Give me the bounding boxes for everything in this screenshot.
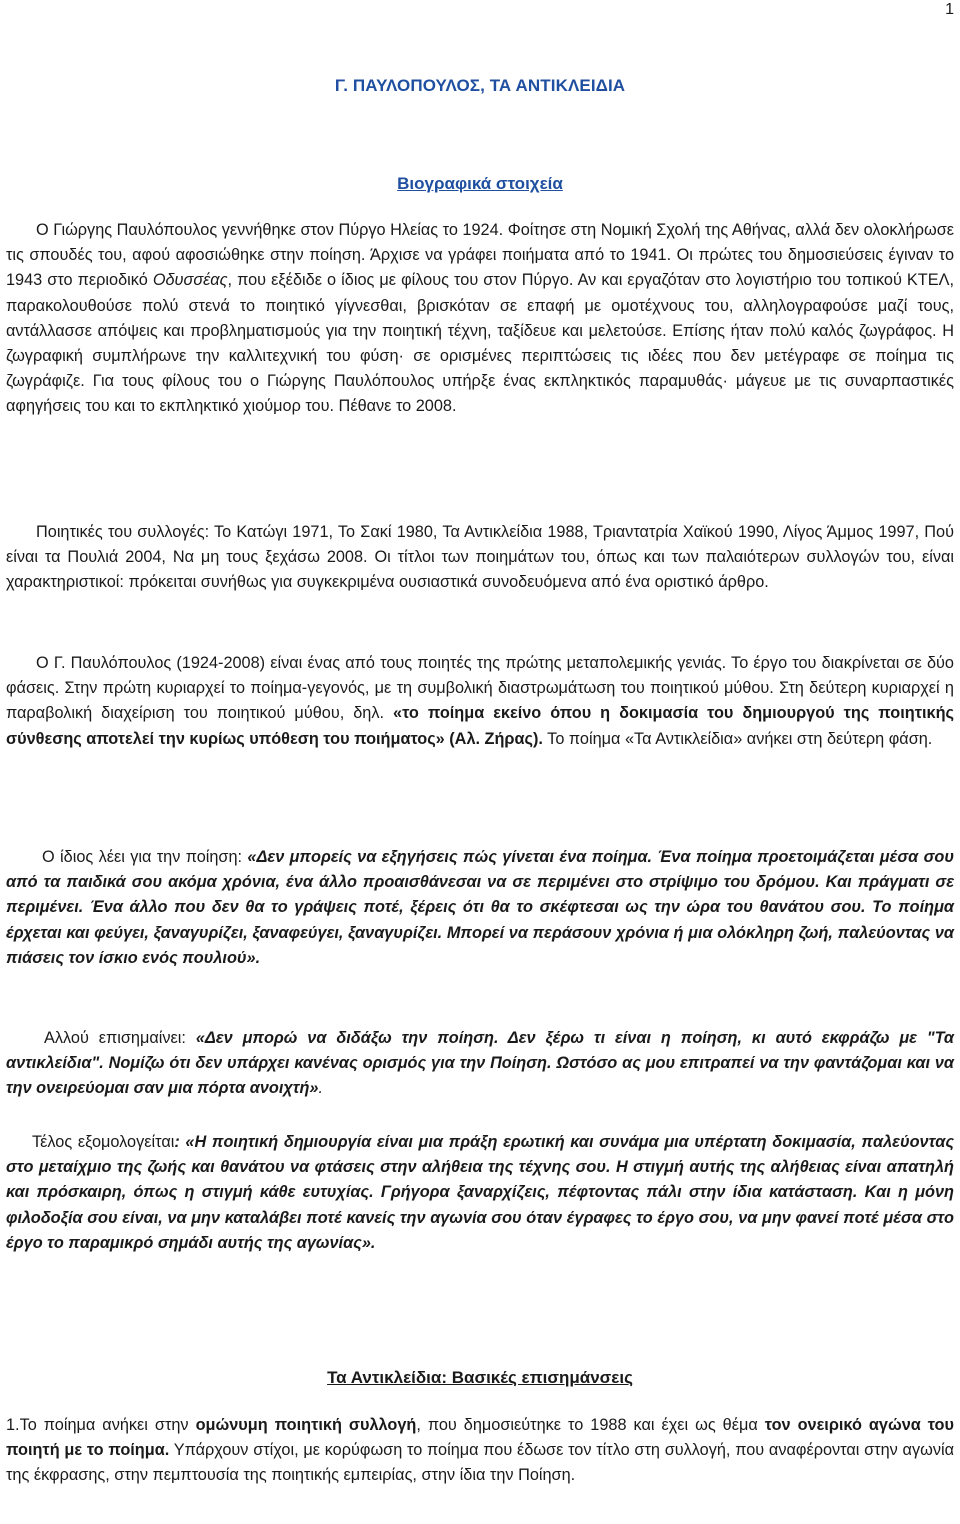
p4-quote: «Δεν μπορείς να εξηγήσεις πώς γίνεται ένα ποίημα. Ένα ποίημα προετοιμάζεται μέσα σου από τα παιδικά σου ακόμα χρόνια, ένα άλλο προαισθάνεσαι να σε περιμένει στο στρίψιμο του δρόμου. Και πράγματι σε περιμένει. Ένα άλλο που δεν θα το γράψεις ποτέ, ξέρεις ότι θα το σκέφτεσαι ως την ώρα του θανάτου σου. Το ποίημα έρχεται και φεύγει, ξαναγυρίζει, ξαναφεύγει, ξαναγυρίζει. Μπορεί να περάσουν χρόνια ή μια ολόκληρη ζωή, παλεύοντας να πιάσεις τον ίσκιο ενός πουλιού». bbox=[6, 848, 954, 967]
heading-biography: Βιογραφικά στοιχεία bbox=[397, 174, 563, 193]
paragraph-on-poetry bbox=[6, 845, 954, 971]
p3-quote: «το ποίημα εκείνο όπου η δοκιμασία του δημιουργού της ποιητικής σύνθεσης αποτελεί την κυρίως υπόθεση του ποιήματος» (Αλ. Ζήρας). bbox=[6, 704, 954, 748]
paragraph-biography bbox=[6, 218, 954, 420]
paragraph-phases bbox=[6, 651, 954, 752]
p3-text-1: Ο Γ. Παυλόπουλος (1924-2008) είναι ένας από τους ποιητές της πρώτης μεταπολεμικής γενιάς. Το έργο του διακρίνεται σε δύο φάσεις. Στην πρώτη κυριαρχεί το ποίημα-γεγονός, με τη συμβολική διαστρωμάτωση του ποιητικού μύθου. Στη δεύτερη κυριαρχεί η παραβολική διαχείριση του ποιητικού μύθου, δηλ. bbox=[6, 654, 954, 723]
p5-period: . bbox=[318, 1079, 323, 1098]
p5-quote: «Δεν μπορώ να διδάξω την ποίηση. Δεν ξέρω τι είναι η ποίηση, κι αυτό εκφράζω με "Τα αντικλείδια". Νομίζω ότι δεν υπάρχει κανένας ορισμός για την Ποίηση. Ωστόσο ας μου επιτραπεί να την φαντάζομαι και να την ονειρεύομαι σαν μια πόρτα ανοιχτή» bbox=[6, 1029, 954, 1098]
p7-text-1: 1.Το ποίημα ανήκει στην bbox=[6, 1416, 196, 1434]
page-number: 1 bbox=[945, 1, 954, 18]
heading-antikleidia: Τα Αντικλείδια: Βασικές επισημάνσεις bbox=[327, 1368, 633, 1387]
p1-magazine-name: Οδυσσέας bbox=[152, 271, 228, 290]
paragraph-elsewhere bbox=[6, 1026, 954, 1102]
p3-text-2: Το ποίημα «Τα Αντικλείδια» ανήκει στη δεύτερη φάση. bbox=[542, 729, 933, 748]
document-title: Γ. ΠΑΥΛΟΠΟΥΛΟΣ, ΤΑ ΑΝΤΙΚΛΕΙΔΙΑ bbox=[334, 76, 626, 95]
p7-bold-2: τον ονειρικό αγώνα του ποιητή με το ποίημα. bbox=[6, 1416, 954, 1460]
p5-text: Αλλού επισημαίνει: bbox=[44, 1029, 196, 1047]
p1-text-2: , που εξέδιδε ο ίδιος με φίλους του στον Πύργο. Αν και εργαζόταν στο λογιστήριο του τοπικού ΚΤΕΛ, παρακολουθούσε πολύ στενά το ποιητικό γίγνεσθαι, βρισκόταν σε επαφή με ομοτέχνους του, αλληλογραφούσε μαζί τους, αντάλλασσε απόψεις και προβληματισμούς για την ποιητική τέχνη, ταξίδευε και μελετούσε. Επίσης ήταν πολύ καλός ζωγράφος. Η ζωγραφική συμπλήρωνε την καλλιτεχνική του φύση· σε ορισμένες περιπτώσεις τις ιδέες που δεν μετέγραφε σε ποίημα τις ζωγράφιζε. Για τους φίλους του ο Γιώργης Παυλόπουλος υπήρξε ένας εκπληκτικός παραμυθάς· μάγευε με τις συναρπαστικές αφηγήσεις του και το εκπληκτικό χιούμορ του. Πέθανε το 2008. bbox=[6, 271, 954, 416]
p2-text: Ποιητικές του συλλογές: Το Κατώγι 1971, Το Σακί 1980, Τα Αντικλείδια 1988, Τριαντατρία Χαϊκού 1990, Λίγος Άμμος 1997, Πού είναι τα Πουλιά 2004, Να μη τους ξεχάσω 2008. Οι τίτλοι των ποιημάτων του, όπως και των παλαιότερων συλλογών του, είναι χαρακτηριστικοί: πρόκειται συνήθως για συγκεκριμένα ουσιαστικά συνοδευόμενα από ένα οριστικό άρθρο. bbox=[6, 523, 954, 592]
p4-text: Ο ίδιος λέει για την ποίηση: bbox=[42, 848, 248, 866]
p1-text-1: Ο Γιώργης Παυλόπουλος γεννήθηκε στον Πύργο Ηλείας το 1924. Φοίτησε στη Νομική Σχολή της Αθήνας, αλλά δεν ολοκλήρωσε τις σπουδές του, αφού αφοσιώθηκε στην ποίηση. Άρχισε να γράφει ποιήματα από το 1941. Οι πρώτες του δημοσιεύσεις έγιναν το 1943 στο περιοδικό bbox=[6, 221, 954, 290]
p6-quote: : «Η ποιητική δημιουργία είναι μια πράξη ερωτική και συνάμα μια υπέρτατη δοκιμασία, παλεύοντας στο μεταίχμιο της ζωής και θανάτου να φτάσεις στην αλήθεια της τέχνης σου. Η στιγμή αυτής της αλήθειας είναι απατηλή και πρόσκαιρη, όπως η στιγμή κάθε ευτυχίας. Γρήγορα ξαναρχίζεις, πέφτοντας πάλι στην ίδια κατάσταση. Και η μόνη φιλοδοξία σου είναι, να μην καταλάβει ποτέ κανείς την αγωνία σου όταν έγραφες το έργο σου, να μην φανεί ποτέ μέσα στο έργο το παραμικρό σημάδι αυτής της αγωνίας». bbox=[6, 1133, 954, 1252]
paragraph-point-1 bbox=[6, 1413, 954, 1489]
p6-text: Τέλος εξομολογείται bbox=[32, 1133, 175, 1151]
p7-bold-1: ομώνυμη ποιητική συλλογή bbox=[195, 1416, 417, 1434]
p7-text-2: , που δημοσιεύτηκε το 1988 και έχει ως θέμα bbox=[416, 1416, 765, 1434]
paragraph-collections bbox=[6, 520, 954, 596]
p7-text-3: Υπάρχουν στίχοι, με κορύφωση το ποίημα που έδωσε τον τίτλο στη συλλογή, που αναφέρονται στην αγωνία της έκφρασης, στην πεμπτουσία της ποιητικής εμπειρίας, στην ίδια την Ποίηση. bbox=[6, 1441, 954, 1485]
paragraph-confession bbox=[6, 1130, 954, 1256]
